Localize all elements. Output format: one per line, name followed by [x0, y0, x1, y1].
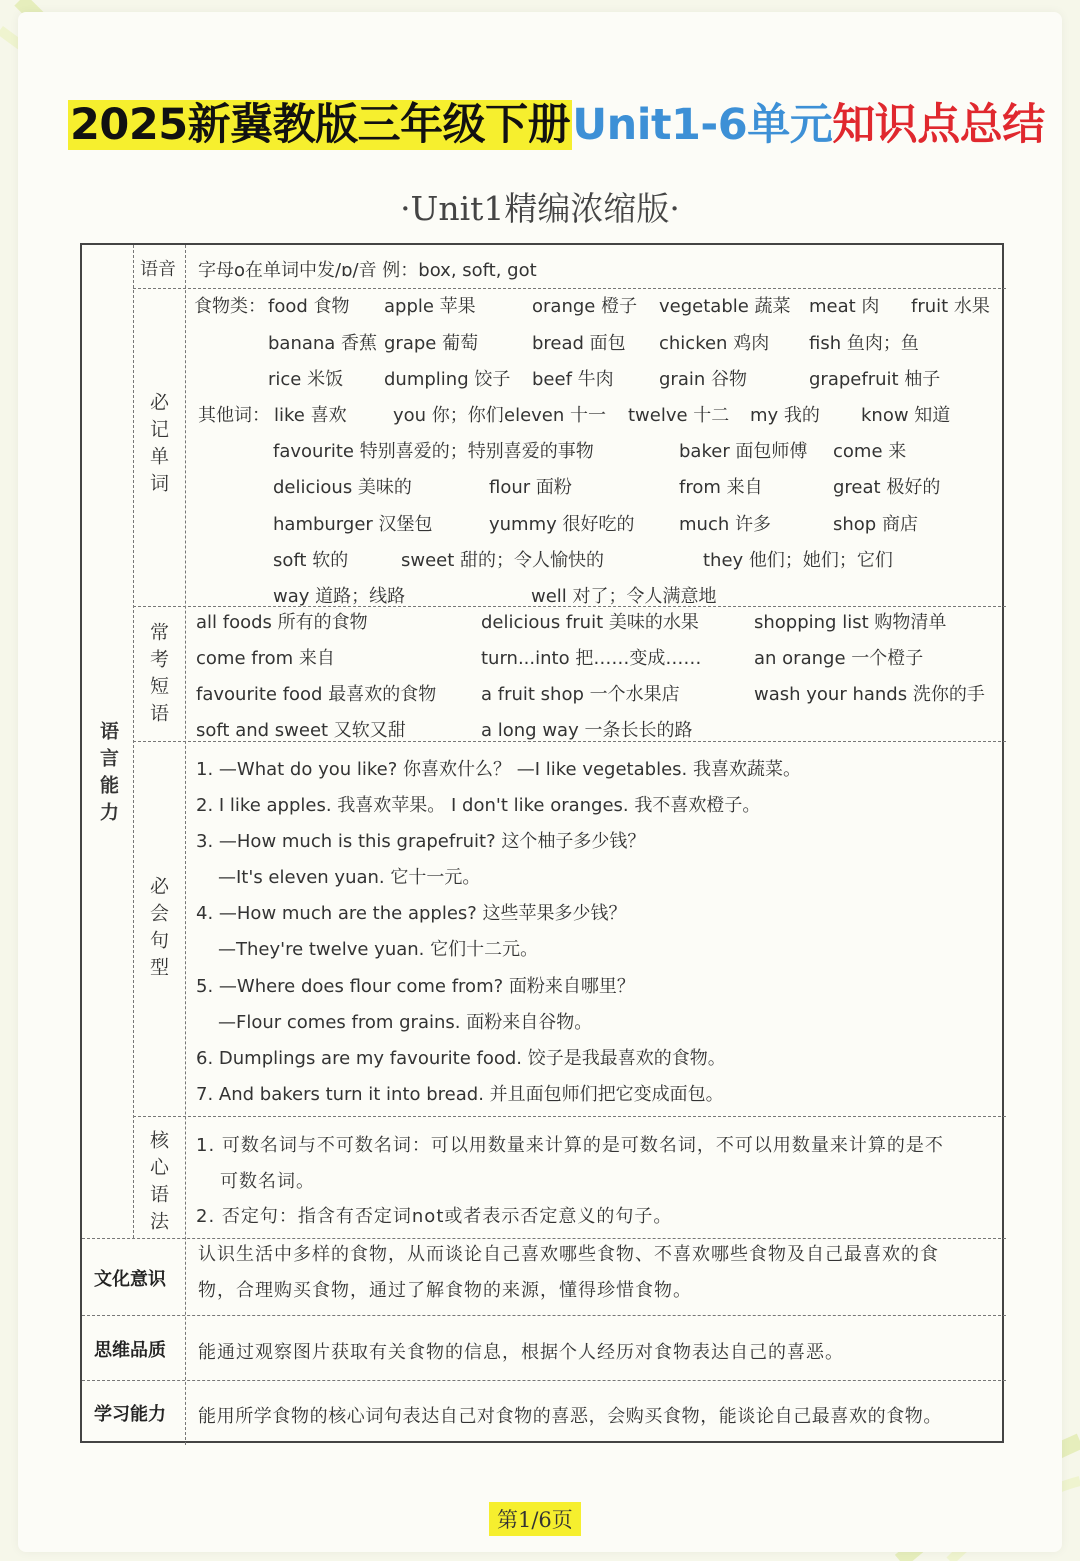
phrase-item: delicious fruit 美味的水果	[481, 612, 699, 633]
phrase-item: shopping list 购物清单	[754, 612, 947, 633]
word-item: vegetable 蔬菜	[659, 296, 791, 317]
knowledge-table	[80, 243, 1004, 1443]
word-item: grain 谷物	[659, 369, 747, 390]
learning-text: 能用所学食物的核心词句表达自己对食物的喜恶，会购买食物，能谈论自己最喜欢的食物。	[198, 1406, 942, 1427]
row-divider-phonics	[133, 288, 1006, 289]
word-item: banana 香蕉	[268, 333, 378, 354]
sentence-line: 5. —Where does flour come from? 面粉来自哪里？	[196, 976, 635, 997]
culture-label: 文化意识	[94, 1269, 166, 1290]
word-item: grape 葡萄	[384, 333, 479, 354]
thinking-label: 思维品质	[94, 1340, 166, 1361]
phrase-item: a long way 一条长长的路	[481, 720, 693, 741]
word-item: like 喜欢	[274, 405, 347, 426]
word-item: dumpling 饺子	[384, 369, 511, 390]
word-item: fruit 水果	[911, 296, 990, 317]
word-item: sweet 甜的；令人愉快的	[401, 550, 605, 571]
culture-text: 认识生活中多样的食物，从而谈论自己喜欢哪些食物、不喜欢哪些食物及自己最喜欢的食	[198, 1244, 939, 1265]
title-summary-part: 知识点总结	[832, 100, 1045, 150]
word-item: know 知道	[861, 405, 951, 426]
sentence-line: —Flour comes from grains. 面粉来自谷物。	[218, 1012, 593, 1033]
word-item: much 许多	[679, 514, 771, 535]
word-item: beef 牛肉	[532, 369, 614, 390]
phrase-item: wash your hands 洗你的手	[754, 684, 985, 705]
word-item: fish 鱼肉；鱼	[809, 333, 919, 354]
word-item: orange 橙子	[532, 296, 638, 317]
title-unit-part: Unit1-6单元	[572, 100, 833, 150]
word-item: soft 软的	[273, 550, 349, 571]
word-item: meat 肉	[809, 296, 880, 317]
word-item: you 你；你们	[393, 405, 504, 426]
thinking-text: 能通过观察图片获取有关食物的信息，根据个人经历对食物表达自己的喜恶。	[198, 1342, 844, 1363]
word-item: rice 米饭	[268, 369, 344, 390]
column-divider-2	[185, 245, 186, 1445]
page-indicator: 第1/6页	[489, 1502, 581, 1536]
phrase-item: a fruit shop 一个水果店	[481, 684, 680, 705]
word-item: come 来	[833, 441, 907, 462]
sentence-line: 1. —What do you like? 你喜欢什么？ —I like vegetables. 我喜欢蔬菜。	[196, 759, 801, 780]
title-grade-part: 2025新冀教版三年级下册	[70, 100, 571, 150]
row-divider-sentences	[133, 1116, 1006, 1117]
row-divider-culture	[82, 1315, 1006, 1316]
phonics-label: 语音	[140, 259, 176, 280]
phrase-item: favourite food 最喜欢的食物	[196, 684, 437, 705]
word-item: shop 商店	[833, 514, 918, 535]
word-item: baker 面包师傅	[679, 441, 808, 462]
sentence-line: 2. I like apples. 我喜欢苹果。 I don't like oranges. 我不喜欢橙子。	[196, 795, 761, 816]
word-item: delicious 美味的	[273, 477, 412, 498]
phrase-item: all foods 所有的食物	[196, 612, 368, 633]
language-ability-label: 语言能力	[97, 721, 119, 829]
page-subtitle: ·Unit1精编浓缩版·	[400, 189, 680, 228]
phonics-text: 字母o在单词中发/ɒ/音 例：box, soft, got	[198, 260, 537, 281]
sentence-line: —It's eleven yuan. 它十一元。	[218, 867, 481, 888]
word-item: favourite 特别喜爱的；特别喜爱的事物	[273, 441, 594, 462]
phrase-item: an orange 一个橙子	[754, 648, 924, 669]
word-item: way 道路；线路	[273, 586, 406, 607]
phrase-item: turn...into 把……变成……	[481, 648, 702, 669]
sentence-line: 3. —How much is this grapefruit? 这个柚子多少钱？	[196, 831, 646, 852]
phrases-label: 常考短语	[147, 622, 169, 730]
sentences-label: 必会句型	[147, 876, 169, 984]
phrase-item: come from 来自	[196, 648, 335, 669]
grammar-line: 可数名词。	[220, 1171, 315, 1192]
row-divider-thinking	[82, 1380, 1006, 1381]
word-item: my 我的	[750, 405, 820, 426]
word-item: twelve 十二	[628, 405, 730, 426]
word-item: yummy 很好吃的	[489, 514, 635, 535]
word-item: bread 面包	[532, 333, 626, 354]
word-item: chicken 鸡肉	[659, 333, 770, 354]
word-item: eleven 十一	[504, 405, 607, 426]
word-item: apple 苹果	[384, 296, 476, 317]
page-title	[68, 96, 1045, 154]
word-item: flour 面粉	[489, 477, 572, 498]
phrase-item: soft and sweet 又软又甜	[196, 720, 406, 741]
word-item: grapefruit 柚子	[809, 369, 941, 390]
word-item: well 对了；令人满意地	[531, 586, 717, 607]
grammar-line: 2. 否定句：指含有否定词not或者表示否定意义的句子。	[196, 1206, 673, 1227]
food-category-label: 食物类：	[194, 296, 266, 317]
grammar-line: 1. 可数名词与不可数名词：可以用数量来计算的是可数名词，不可以用数量来计算的是不	[196, 1135, 944, 1156]
words-label: 必记单词	[147, 392, 169, 500]
sentence-line: 6. Dumplings are my favourite food. 饺子是我最喜欢的食物。	[196, 1048, 726, 1069]
sentence-line: 4. —How much are the apples? 这些苹果多少钱？	[196, 903, 627, 924]
culture-text: 物，合理购买食物，通过了解食物的来源，懂得珍惜食物。	[198, 1280, 692, 1301]
other-category-label: 其他词：	[198, 405, 270, 426]
word-item: from 来自	[679, 477, 763, 498]
sentence-line: 7. And bakers turn it into bread. 并且面包师们把它变成面包。	[196, 1084, 724, 1105]
word-item: they 他们；她们；它们	[703, 550, 893, 571]
sentence-line: —They're twelve yuan. 它们十二元。	[218, 939, 539, 960]
learning-label: 学习能力	[94, 1404, 166, 1425]
word-item: hamburger 汉堡包	[273, 514, 433, 535]
word-item: great 极好的	[833, 477, 941, 498]
grammar-label: 核心语法	[147, 1130, 169, 1238]
row-divider-grammar	[82, 1238, 1006, 1239]
word-item: food 食物	[268, 296, 350, 317]
